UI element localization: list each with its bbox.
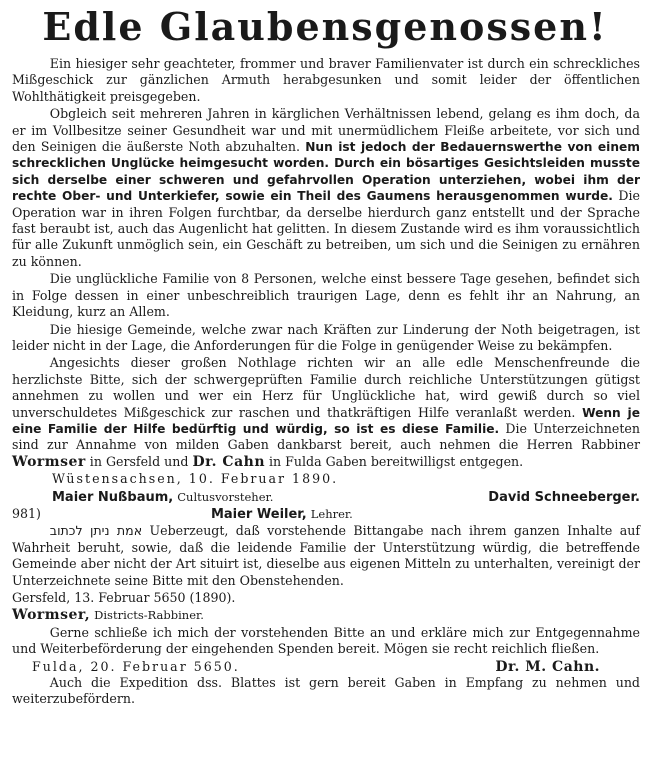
signature-schneeberger: David Schneeberger.	[488, 489, 640, 505]
paragraph-3: Die unglückliche Familie von 8 Personen, welche einst bessere Tage gesehen, befindet sich in Folge dessen in einer unbeschreiblich traurigen Lage, denn es fehlt ihr an Nahrung, an Kleidung, kurz an Allem.	[12, 271, 640, 320]
signature-weiler	[41, 506, 640, 523]
signature-nussbaum	[52, 489, 273, 506]
signature-row-1	[12, 489, 640, 506]
dr-cahn-name: Dr. Cahn	[192, 453, 266, 470]
paragraph-1: Ein hiesiger sehr geachteter, frommer und braver Familienvater ist durch ein schreckliches Mißgeschick zur gänzlichen Armuth herabgesunken und somit leider der öffentlichen Wohlthätigkeit preisgegeben.	[12, 56, 640, 104]
place-date-fulda: Fulda, 20. Februar 5650.	[32, 658, 240, 674]
paragraph-2	[12, 106, 640, 270]
place-date-2: Gersfeld, 13. Februar 5650 (1890).	[12, 590, 236, 605]
signature-weiler-title: Lehrer.	[310, 506, 353, 521]
paragraph-8: Auch die Expedition dss. Blattes ist gern bereit Gaben in Empfang zu nehmen und weiterzubefördern.	[12, 675, 640, 707]
signature-wormser	[12, 607, 640, 623]
signature-wormser-name: Wormser,	[12, 607, 91, 624]
paragraph-5-rest: Die Unterzeichneten sind zur Annahme von milden Gaben dankbarst bereit, auch nehmen die Herren Rabbiner	[12, 420, 640, 453]
appeal-body	[12, 56, 640, 709]
paragraph-2-rest: Die Operation war in ihren Folgen furchtbar, da derselbe hierdurch ganz entstellt und der Sprache fast beraubt ist, auch das Augenlicht hat gelitten. In diesem Zustande wird es ihm voraussichtlich für alle Zukunft unmöglich sein, ein Geschäft zu betreiben, um sich und die Seinigen zu ernähren zu können.	[12, 188, 640, 269]
paragraph-5-end: in Fulda Gaben bereitwilligst entgegen.	[269, 453, 524, 469]
paragraph-5	[12, 355, 640, 470]
reference-number: 981)	[12, 505, 41, 521]
paragraph-2-bold: Nun ist jedoch der Bedauernswerthe von einem schrecklichen Unglücke heimgesucht worden. Durch ein bösartiges Gesichtsleiden musste sich derselbe einer schweren und gefahrvollen Operation unterziehen, wobei ihm der rechte Ober- und Unterkiefer, sowie ein Theil des Gaumens herausgenommen wurde.	[12, 140, 640, 204]
paragraph-7: Gerne schließe ich mich der vorstehenden Bitte an und erkläre mich zur Entgegennahme und Weiterbeförderung der eingehenden Spenden bereit. Mögen sie recht reichlich fließen.	[12, 624, 640, 657]
signature-row-2	[12, 506, 640, 523]
signature-nussbaum-name: Maier Nußbaum,	[52, 489, 174, 505]
paragraph-6-text: Ueberzeugt, daß vorstehende Bittangabe nach ihrem ganzen Inhalte auf Wahrheit beruht, sowie, daß die leidende Familie der Unterstützung würdig, die betreffende Gemeinde aber nicht der Art situirt ist, dieselbe aus eigenen Mitteln zu unterhalten, vereinigt der Unterzeichnete seine Bitte mit den Obenstehenden.	[12, 523, 640, 588]
signature-cahn: Dr. M. Cahn.	[495, 658, 600, 675]
paragraph-5-intro: Angesichts dieser großen Nothlage richten wir an alle edle Menschenfreunde die herzlichste Bitte, sich der schwergeprüften Familie durch reichliche Unterstützungen gütigst annehmen zu wollen und wer ein Herz für Unglückliche hat, wird gewiß durch so viel unverschuldetes Mißgeschick zur raschen und thatkräftigen Hilfe veranlaßt werden.	[12, 355, 640, 420]
signature-wormser-title: Districts-Rabbiner.	[94, 608, 204, 623]
page-title: Edle Glaubensgenossen!	[42, 4, 608, 49]
rabbi-wormser-name: Wormser	[12, 453, 86, 470]
signature-weiler-name: Maier Weiler,	[210, 506, 307, 522]
paragraph-6	[12, 523, 640, 589]
paragraph-5-location: in Gersfeld und	[89, 453, 189, 469]
signature-nussbaum-title: Cultusvorsteher.	[177, 489, 274, 504]
signature-row-3	[12, 659, 640, 675]
paragraph-5-bold: Wenn je eine Familie der Hilfe bedürftig und würdig, so ist es diese Familie.	[12, 405, 640, 436]
place-date-1	[12, 471, 640, 487]
place-date-wuestensachsen: Wüstensachsen, 10. Februar 1890.	[52, 471, 339, 487]
paragraph-2-intro: Obgleich seit mehreren Jahren in kärglichen Verhältnissen lebend, gelang es ihm doch, da er im Vollbesitze seiner Gesundheit war und mit unermüdlichem Fleiße arbeitete, vor sich und den Seinigen die äußerste Noth abzuhalten.	[12, 106, 640, 155]
hebrew-phrase: אמת ניתן לכתוב	[49, 523, 143, 539]
paragraph-4: Die hiesige Gemeinde, welche zwar nach Kräften zur Linderung der Noth beigetragen, ist leider nicht in der Lage, die Anforderungen für die Folge in genügender Weise zu bekämpfen.	[12, 321, 640, 353]
